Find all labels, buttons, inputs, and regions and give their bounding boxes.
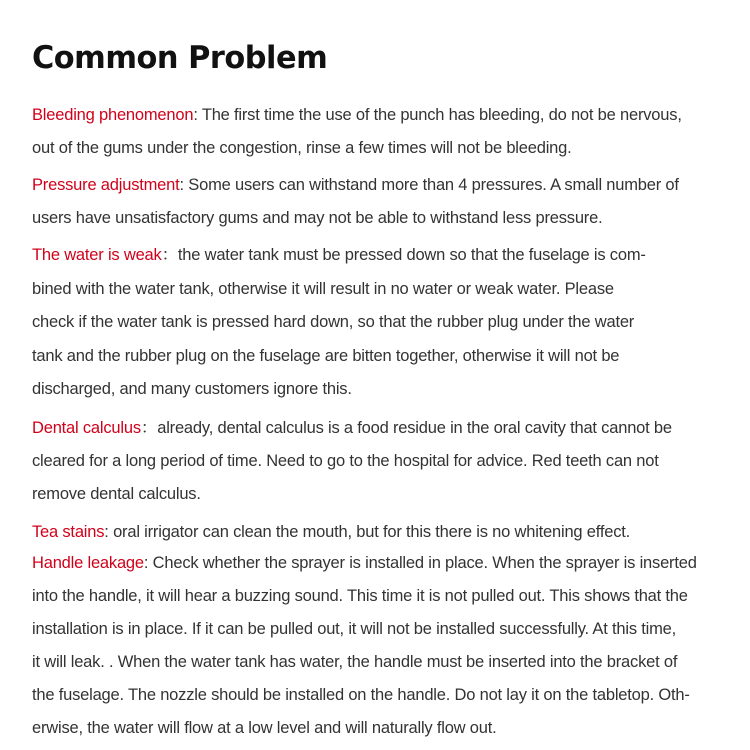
section-text-line: discharged, and many customers ignore this. xyxy=(32,380,352,398)
term-separator: : xyxy=(104,523,109,541)
term-separator: : xyxy=(143,554,149,572)
section-text-line: users have unsatisfactory gums and may not be able to withstand less pressure. xyxy=(32,209,603,227)
term-separator: ： xyxy=(140,419,158,437)
section-first-line xyxy=(32,169,744,202)
section-first-line xyxy=(32,412,744,445)
section-bleeding-phenomenon xyxy=(32,99,744,165)
term-label: Dental calculus xyxy=(32,419,141,437)
section-text: Check whether the sprayer is installed in place. When the sprayer is inserted xyxy=(148,554,697,572)
section-text-line: out of the gums under the congestion, rinse a few times will not be bleeding. xyxy=(32,139,572,157)
section-text-line: bined with the water tank, otherwise it will result in no water or weak water. Please xyxy=(32,279,614,298)
section-text: oral irrigator can clean the mouth, but for this there is no whitening effect. xyxy=(108,523,631,541)
term-separator: : xyxy=(179,176,184,194)
section-first-line xyxy=(32,547,744,580)
term-label: Bleeding phenomenon xyxy=(32,106,194,124)
term-label: The water is weak xyxy=(32,246,162,264)
section-dental-calculus xyxy=(32,412,744,511)
term-label: Pressure adjustment xyxy=(32,176,180,194)
section-text-line: tank and the rubber plug on the fuselage are bitten together, otherwise it will not be xyxy=(32,346,620,365)
section-text: the water tank must be pressed down so that the fuselage is com- xyxy=(177,246,646,264)
section-text-line: erwise, the water will flow at a low level and will naturally flow out. xyxy=(32,719,497,737)
section-text-line: installation is in place. If it can be pulled out, it will not be installed successfully. At this time, xyxy=(32,620,677,638)
section-text-line: remove dental calculus. xyxy=(32,485,201,503)
section-first-line xyxy=(32,99,744,132)
section-text-line: check if the water tank is pressed hard down, so that the rubber plug under the water xyxy=(32,313,635,331)
term-separator: ： xyxy=(161,246,178,264)
section-text-line: the fuselage. The nozzle should be installed on the handle. Do not lay it on the tabletop. Oth- xyxy=(32,686,690,704)
section-text: already, dental calculus is a food residue in the oral cavity that cannot be xyxy=(157,419,672,437)
section-handle-leakage xyxy=(32,547,744,745)
section-text: The first time the use of the punch has bleeding, do not be nervous, xyxy=(197,106,682,124)
section-first-line xyxy=(32,516,744,549)
section-water-is-weak xyxy=(32,239,744,407)
section-text: Some users can withstand more than 4 pressures. A small number of xyxy=(183,176,679,194)
term-separator: : xyxy=(193,106,198,124)
section-text-line: it will leak. . When the water tank has water, the handle must be inserted into the bracket of xyxy=(32,653,678,671)
page-title: Common Problem xyxy=(32,40,328,76)
term-label: Handle leakage xyxy=(32,554,144,572)
section-text-line: into the handle, it will hear a buzzing sound. This time it is not pulled out. This shows that the xyxy=(32,587,688,605)
section-first-line xyxy=(32,239,744,273)
section-text-line: cleared for a long period of time. Need to go to the hospital for advice. Red teeth can not xyxy=(32,452,659,470)
term-label: Tea stains xyxy=(32,523,105,541)
section-pressure-adjustment xyxy=(32,169,744,235)
section-tea-stains xyxy=(32,516,744,549)
